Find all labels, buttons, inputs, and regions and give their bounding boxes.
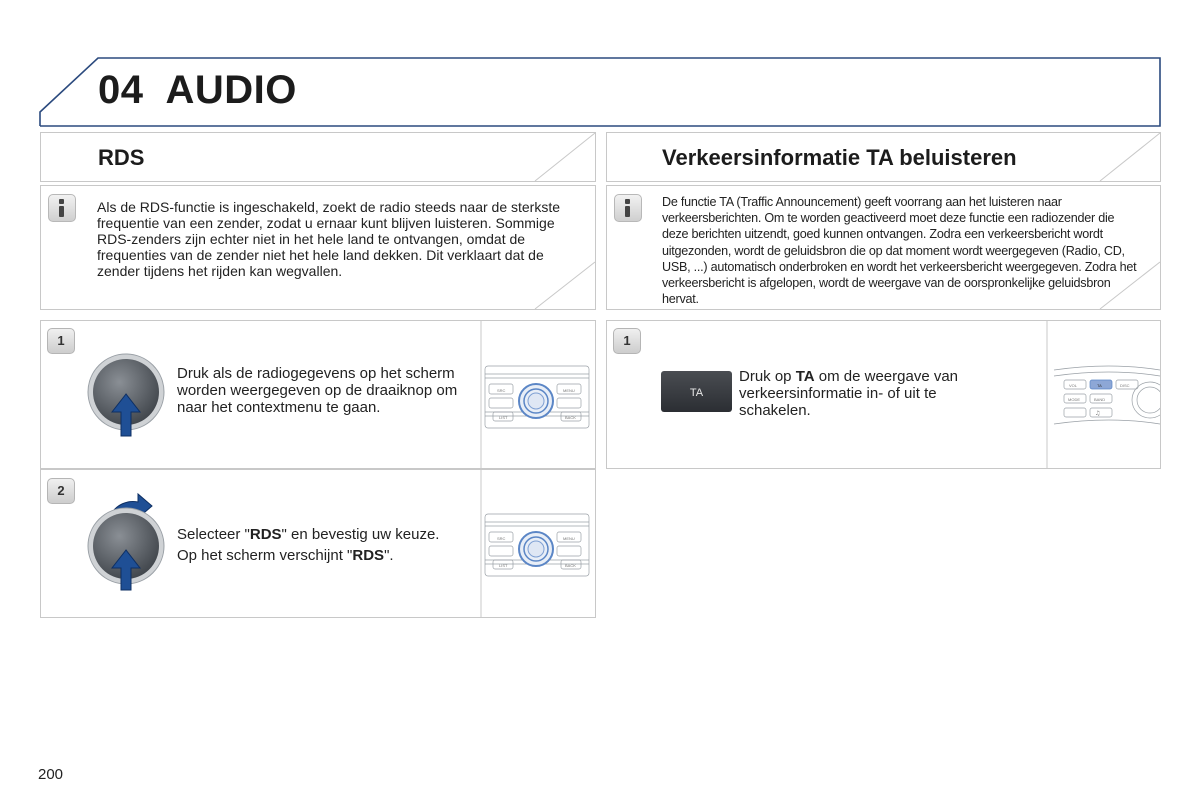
step-badge-2: 2 xyxy=(47,478,75,504)
info-icon xyxy=(48,194,76,222)
radio-panel-illustration xyxy=(483,508,593,583)
back-label: BACK xyxy=(565,563,576,568)
disc-label: DISC xyxy=(1120,383,1130,388)
rds-info-text: Als de RDS-functie is ingeschakeld, zoekt de radio steeds naar de sterkste frequentie van een zender, zodat u ernaar kunt blijven luisteren. Sommige RDS-zenders zijn echter niet in het hele land te ontvangen, omdat de frequenties van de zender niet het hele land dekken. Dit verklaart dat de zender tijdens het rijden kan wegvallen. xyxy=(97,199,561,279)
back-label: BACK xyxy=(565,415,576,420)
chapter-title: AUDIO xyxy=(165,68,297,112)
music-note-icon: ♫ xyxy=(1095,410,1101,417)
radio-panel-illustration xyxy=(483,360,593,435)
step-badge-1: 1 xyxy=(613,328,641,354)
ta-info-text: De functie TA (Traffic Announcement) geeft voorrang aan het luisteren naar verkeersberichten. Om te worden geactiveerd moet deze functie een radiozender die deze berichten uitzendt, goed kunnen ontvangen. Zodra een verkeersbericht wordt uitgezonden, wordt de geluidsbron die op dat moment wordt weergegeven (Radio, CD, USB, ...) automatisch onderbroken en wordt het verkeersbericht weergegeven. Zodra het verkeersbericht is afgelopen, wordt de weergave van de oorspronkelijke geluidsbron hervat. xyxy=(662,195,1137,307)
rds-step1-text: Druk als de radiogegevens op het scherm worden weergegeven op de draaiknop om naar het contextmenu te gaan. xyxy=(177,365,458,416)
ta-button[interactable]: TA xyxy=(661,371,732,412)
src-label: SRC xyxy=(497,536,506,541)
menu-label: MENU xyxy=(563,388,575,393)
vol-label: VOL xyxy=(1069,383,1078,388)
section-title-ta: Verkeersinformatie TA beluisteren xyxy=(662,145,1017,170)
step-badge-1: 1 xyxy=(47,328,75,354)
ta-panel-label: TA xyxy=(1097,383,1102,388)
list-label: LIST xyxy=(499,563,508,568)
list-label: LIST xyxy=(499,415,508,420)
rds-step2-text: Selecteer "RDS" en bevestig uw keuze. Op het scherm verschijnt "RDS". xyxy=(177,526,440,564)
src-label: SRC xyxy=(497,388,506,393)
ta-step1-text: Druk op TA om de weergave van verkeersinformatie in- of uit te schakelen. xyxy=(739,368,959,419)
info-icon xyxy=(614,194,642,222)
chapter-number: 04 xyxy=(98,68,144,112)
radio-panel-ta-illustration xyxy=(1050,360,1160,435)
rotary-knob-press-icon xyxy=(86,352,170,438)
section-title-rds: RDS xyxy=(98,145,145,170)
rotary-knob-turn-press-icon xyxy=(86,490,170,592)
band-label: BAND xyxy=(1094,397,1106,402)
page-number: 200 xyxy=(38,766,64,783)
menu-label: MENU xyxy=(563,536,575,541)
mode-label: MODE xyxy=(1068,397,1080,402)
